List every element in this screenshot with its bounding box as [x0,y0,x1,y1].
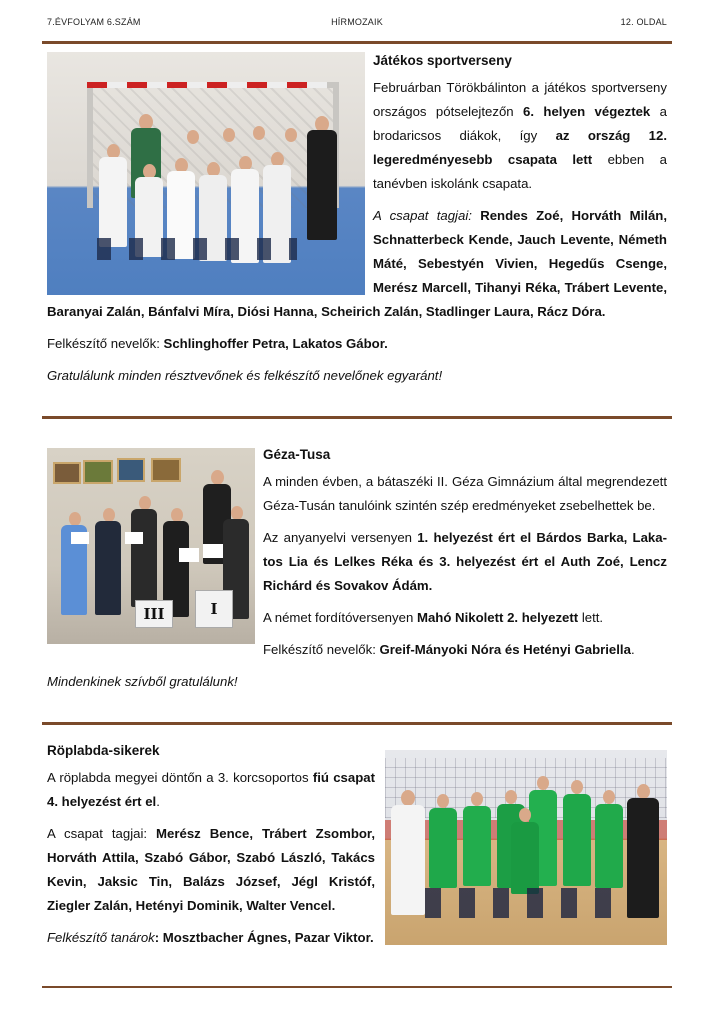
teachers-label: Felkészítő tanárok [47,930,155,945]
teachers-label: Felkészítő nevelők: [47,336,164,351]
text-bold: fiú csapat 4. helyezést ért el [47,770,375,809]
section-geza-tusa [47,444,667,702]
teachers-names: Schlinghoffer Petra, Lakatos Gábor. [163,336,388,351]
podium-third: III [135,600,173,628]
volleyball-title: Röplabda-sikerek [47,743,160,758]
text-bold: 6. helyen végeztek [523,104,651,119]
section-sport-competition [47,50,667,396]
section-divider-2 [42,722,672,725]
sport-congrats: Gratulálunk minden résztvevőnek és felkészítő nevelőnek egyaránt! [47,368,443,383]
geza-tusa-congrats: Mindenkinek szívből gratulálunk! [47,674,238,689]
sport-title: Játékos sportverseny [373,53,512,68]
sport-team-photo [47,52,365,295]
text: ebben a tanévben iskolánk csapata. [373,152,667,191]
geza-tusa-intro: A minden évben, a bátaszéki II. Géza Gimnázium által megrendezett Géza-Tusán tanulóink szintén szép eredményeket zsebelhettek be. [263,474,667,513]
header-rule [42,41,672,44]
text: lett. [578,610,604,625]
geza-tusa-title: Géza-Tusa [263,447,331,462]
teachers-names: Greif-Mányoki Nóra és Hetényi Gabriella [379,642,631,657]
text: a brodaricsos diákok, így [373,104,667,143]
section-volleyball [47,740,667,958]
team-names: Merész Bence, Trábert Zsombor, Horváth Attila, Szabó Gábor, Szabó László, Takács Kevin, Jaksic Tin, Balázs József, Jégl Kristóf, Ziegler Zalán, Hetényi Dominik, Walter Vencel. [47,826,375,913]
text: . [156,794,160,809]
text-bold: 1. helyezést ért el Bárdos Barka, Lakatos Lia és Lelkes Réka és 3. helyezést ért el Auth Zoé, Lencz Richárd és Sovakov Ádám. [263,530,667,593]
sport-paragraph-teachers [47,332,667,356]
text: Februárban Törökbálinton a játékos sportverseny országos pótselejtezőn [373,80,667,119]
teachers-names: : Mosztbacher Ágnes, Pazar Viktor. [154,930,374,945]
header-magazine-title: HÍRMOZAIK [331,17,383,27]
text-bold: Mahó Nikolett 2. helyezett [416,610,579,625]
text: . [630,642,635,657]
header-issue: 7.ÉVFOLYAM 6.SZÁM [47,17,141,27]
team-label: A csapat tagjai: [47,826,157,841]
teachers-label: Felkészítő nevelők: [263,642,380,657]
text-bold: az ország 12. legeredményesebb csapata lett [373,128,667,167]
text: Az anyanyelvi versenyen [263,530,418,545]
header-page-number: 12. OLDAL [620,17,667,27]
team-names: Rendes Zoé, Horváth Milán, Schnatterbeck Kende, Jauch Levente, Németh Máté, Sebestyén Vivien, Hegedűs Csenge, Merész Marcell, Tihanyi Réka, Trábert Levente, Baranyai Zalán, Bánfalvi Míra, Diósi Hanna, Scheirich Zalán, Stadlinger Laura, Rácz Dóra. [47,208,667,319]
podium-first: I [195,590,233,628]
text: A német fordítóversenyen [263,610,417,625]
volleyball-team-photo [385,750,667,945]
section-divider-1 [42,416,672,419]
geza-tusa-photo [47,448,255,644]
text: A röplabda megyei döntőn a 3. korcsoportos [47,770,313,785]
footer-rule [42,986,672,988]
team-label: A csapat tagjai: [373,208,481,223]
